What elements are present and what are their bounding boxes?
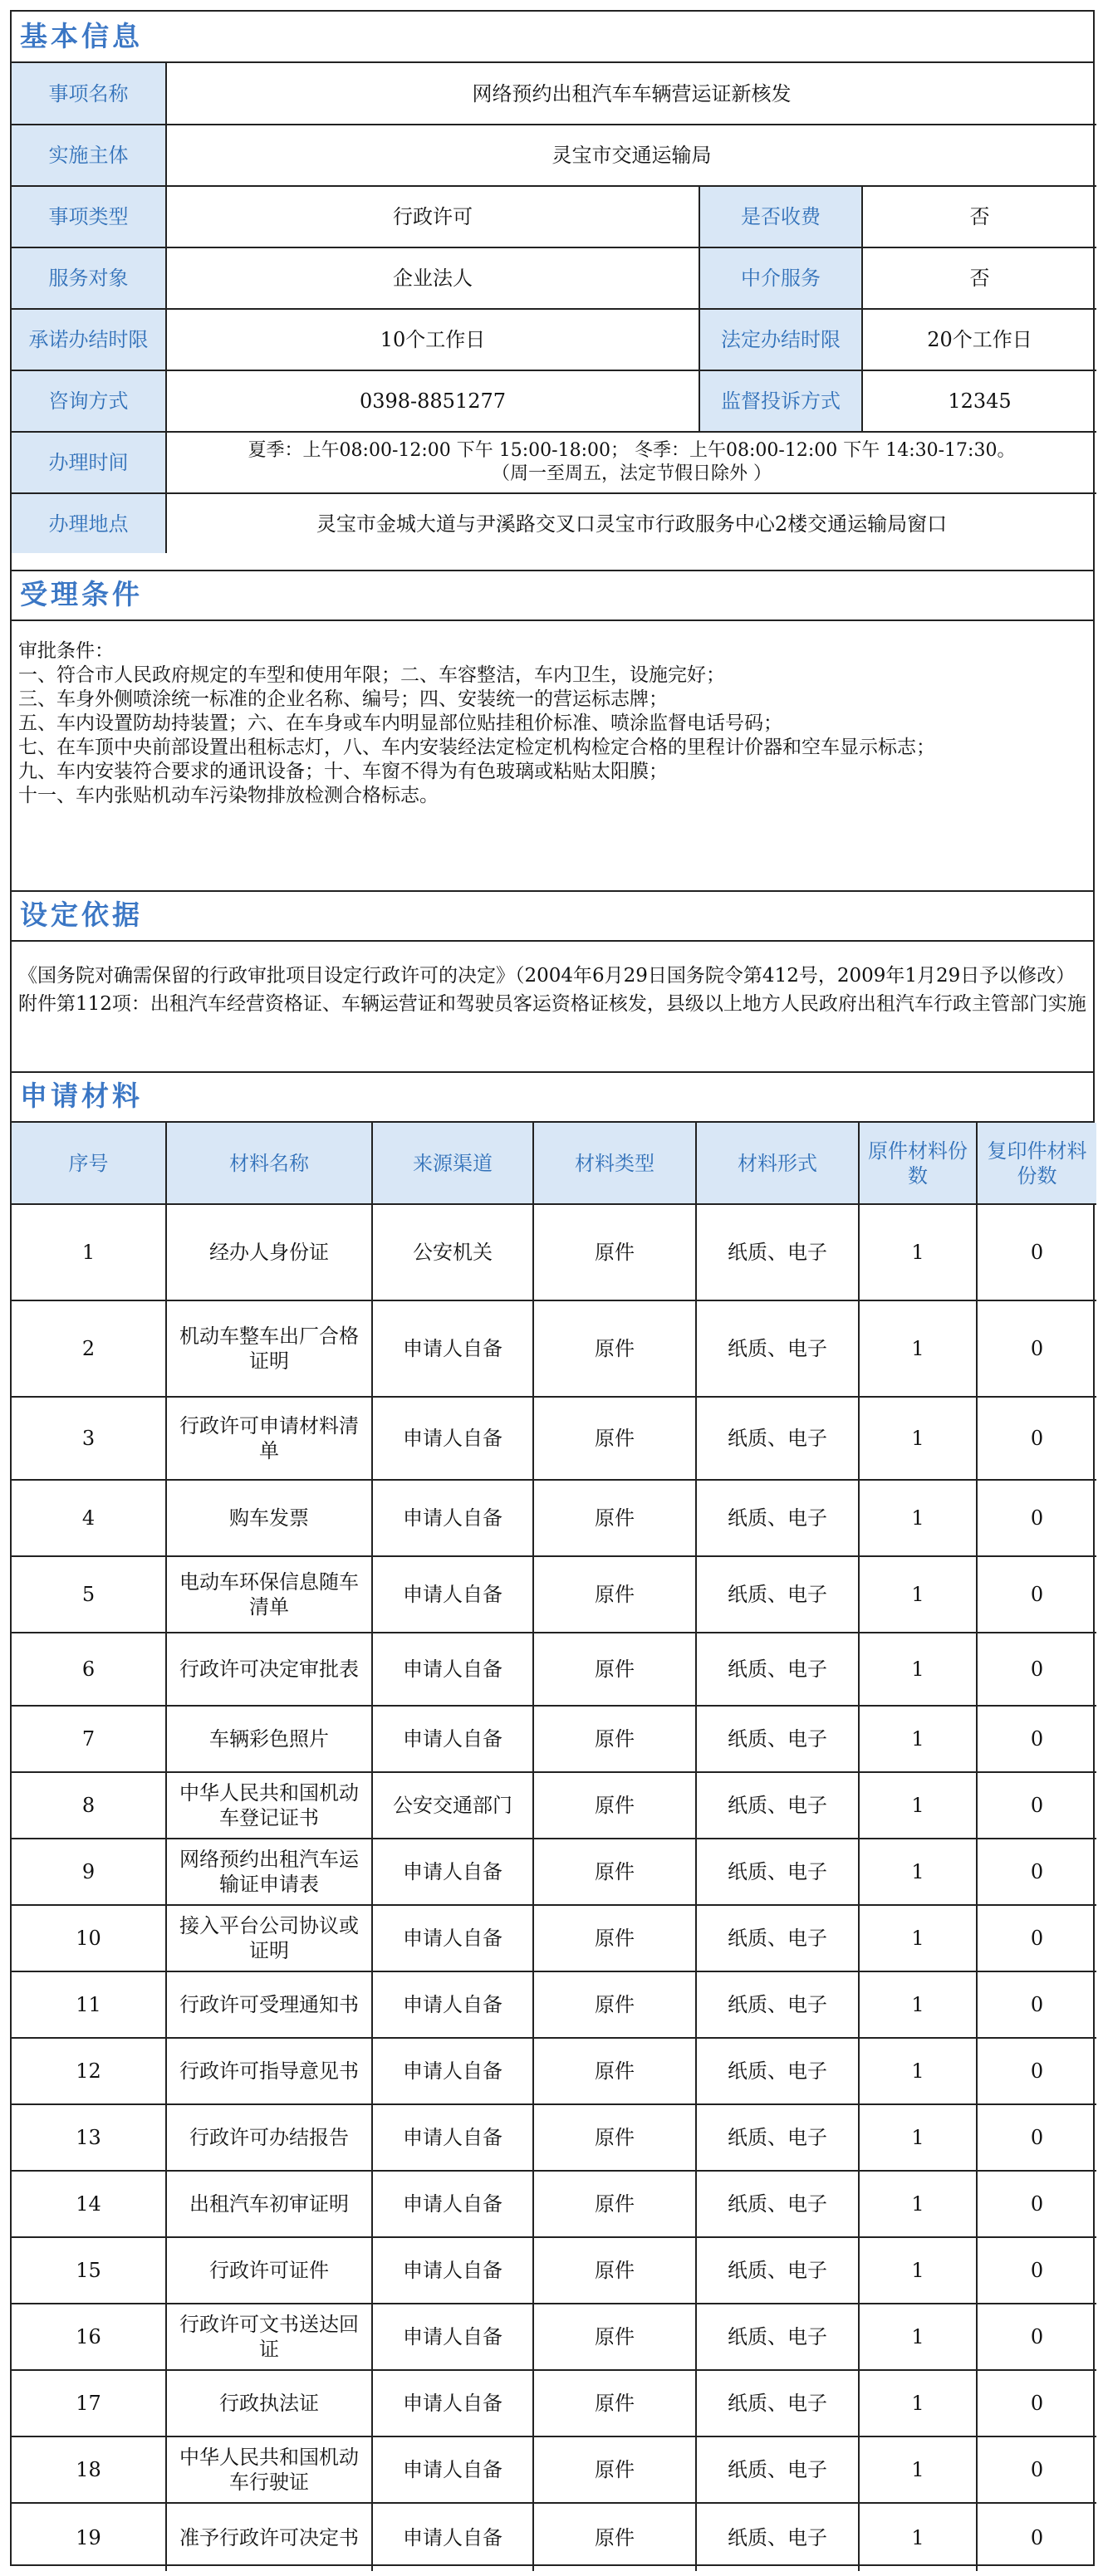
row-index: 19 bbox=[12, 2503, 166, 2571]
row-name: 行政执法证 bbox=[166, 2370, 372, 2436]
row-type: 原件 bbox=[533, 2503, 696, 2571]
type-label: 事项类型 bbox=[12, 186, 166, 247]
row-original-count: 1 bbox=[859, 2171, 977, 2237]
row-copy-count: 0 bbox=[977, 1300, 1096, 1397]
location-label: 办理地点 bbox=[12, 493, 166, 553]
header-col-type: 材料类型 bbox=[533, 1123, 696, 1204]
row-form: 纸质、电子 bbox=[696, 2104, 859, 2171]
agency-value: 否 bbox=[862, 247, 1096, 309]
row-name: 行政许可指导意见书 bbox=[166, 2038, 372, 2104]
row-source: 申请人自备 bbox=[372, 2104, 533, 2171]
row-type: 原件 bbox=[533, 1397, 696, 1480]
row-original-count: 1 bbox=[859, 1556, 977, 1633]
row-index: 11 bbox=[12, 1971, 166, 2038]
row-original-count: 1 bbox=[859, 1480, 977, 1556]
row-index: 18 bbox=[12, 2436, 166, 2503]
row-index: 15 bbox=[12, 2237, 166, 2304]
basis-section bbox=[10, 890, 1095, 1073]
row-original-count: 1 bbox=[859, 2370, 977, 2436]
row-index: 7 bbox=[12, 1706, 166, 1772]
row-source: 申请人自备 bbox=[372, 1971, 533, 2038]
basic-info-section bbox=[10, 10, 1095, 571]
row-original-count: 1 bbox=[859, 1633, 977, 1706]
row-index: 14 bbox=[12, 2171, 166, 2237]
table-row bbox=[12, 2104, 1096, 2171]
row-type: 原件 bbox=[533, 2038, 696, 2104]
row-copy-count: 0 bbox=[977, 1204, 1096, 1300]
row-copy-count: 0 bbox=[977, 2503, 1096, 2571]
hours-value bbox=[166, 432, 1096, 493]
complaint-value: 12345 bbox=[862, 370, 1096, 432]
row-form: 纸质、电子 bbox=[696, 1480, 859, 1556]
row-index: 1 bbox=[12, 1204, 166, 1300]
table-row bbox=[12, 1556, 1096, 1633]
basic-info-table bbox=[12, 63, 1096, 553]
location-value: 灵宝市金城大道与尹溪路交叉口灵宝市行政服务中心2楼交通运输局窗口 bbox=[166, 493, 1096, 553]
row-copy-count: 0 bbox=[977, 2370, 1096, 2436]
table-row bbox=[12, 2038, 1096, 2104]
row-index: 3 bbox=[12, 1397, 166, 1480]
row-copy-count: 0 bbox=[977, 1397, 1096, 1480]
table-row bbox=[12, 2171, 1096, 2237]
hours-line-1: 夏季：上午08:00-12:00 下午 15:00-18:00； 冬季：上午08:00-12:00 下午 14:30-17:30。 bbox=[248, 440, 1016, 461]
row-original-count: 1 bbox=[859, 1204, 977, 1300]
row-form: 纸质、电子 bbox=[696, 1772, 859, 1839]
row-name: 电动车环保信息随车清单 bbox=[166, 1556, 372, 1633]
row-name: 中华人民共和国机动车登记证书 bbox=[166, 1772, 372, 1839]
subject-value: 灵宝市交通运输局 bbox=[166, 125, 1096, 186]
row-index: 9 bbox=[12, 1839, 166, 1905]
row-type: 原件 bbox=[533, 1772, 696, 1839]
row-copy-count: 0 bbox=[977, 1971, 1096, 2038]
conditions-section bbox=[10, 570, 1095, 892]
row-index: 5 bbox=[12, 1556, 166, 1633]
row-form: 纸质、电子 bbox=[696, 2436, 859, 2503]
row-name: 行政许可申请材料清单 bbox=[166, 1397, 372, 1480]
materials-table bbox=[12, 1123, 1096, 2571]
row-source: 申请人自备 bbox=[372, 2370, 533, 2436]
type-value: 行政许可 bbox=[166, 186, 699, 247]
materials-section bbox=[10, 1071, 1095, 2566]
table-row bbox=[12, 2436, 1096, 2503]
table-row bbox=[12, 1706, 1096, 1772]
row-copy-count: 0 bbox=[977, 1772, 1096, 1839]
row-original-count: 1 bbox=[859, 1839, 977, 1905]
row-index: 17 bbox=[12, 2370, 166, 2436]
row-original-count: 1 bbox=[859, 2503, 977, 2571]
row-type: 原件 bbox=[533, 1905, 696, 1971]
legal-label: 法定办结时限 bbox=[699, 309, 862, 370]
table-row bbox=[12, 2503, 1096, 2571]
row-source: 申请人自备 bbox=[372, 2171, 533, 2237]
row-original-count: 1 bbox=[859, 1772, 977, 1839]
item-name-label: 事项名称 bbox=[12, 63, 166, 125]
row-index: 6 bbox=[12, 1633, 166, 1706]
row-form: 纸质、电子 bbox=[696, 1839, 859, 1905]
row-name: 出租汽车初审证明 bbox=[166, 2171, 372, 2237]
row-index: 4 bbox=[12, 1480, 166, 1556]
row-original-count: 1 bbox=[859, 2038, 977, 2104]
row-original-count: 1 bbox=[859, 2304, 977, 2370]
row-index: 8 bbox=[12, 1772, 166, 1839]
row-copy-count: 0 bbox=[977, 2237, 1096, 2304]
row-index: 12 bbox=[12, 2038, 166, 2104]
row-copy-count: 0 bbox=[977, 1839, 1096, 1905]
row-source: 申请人自备 bbox=[372, 1905, 533, 1971]
row-type: 原件 bbox=[533, 1204, 696, 1300]
row-type: 原件 bbox=[533, 1706, 696, 1772]
row-form: 纸质、电子 bbox=[696, 1706, 859, 1772]
table-row bbox=[12, 1839, 1096, 1905]
row-type: 原件 bbox=[533, 2171, 696, 2237]
header-col-form: 材料形式 bbox=[696, 1123, 859, 1204]
target-label: 服务对象 bbox=[12, 247, 166, 309]
row-copy-count: 0 bbox=[977, 2038, 1096, 2104]
row-name: 行政许可办结报告 bbox=[166, 2104, 372, 2171]
row-source: 申请人自备 bbox=[372, 1480, 533, 1556]
table-row bbox=[12, 1204, 1096, 1300]
row-name: 行政许可文书送达回证 bbox=[166, 2304, 372, 2370]
agency-label: 中介服务 bbox=[699, 247, 862, 309]
row-copy-count: 0 bbox=[977, 2104, 1096, 2171]
row-name: 购车发票 bbox=[166, 1480, 372, 1556]
legal-value: 20个工作日 bbox=[862, 309, 1096, 370]
fee-value: 否 bbox=[862, 186, 1096, 247]
basic-info-title: 基本信息 bbox=[12, 12, 1093, 63]
row-copy-count: 0 bbox=[977, 1633, 1096, 1706]
basis-title: 设定依据 bbox=[12, 890, 1093, 942]
row-form: 纸质、电子 bbox=[696, 2503, 859, 2571]
row-original-count: 1 bbox=[859, 2104, 977, 2171]
conditions-text: 审批条件： 一、符合市人民政府规定的车型和使用年限；二、车容整洁，车内卫生，设施完好； 三、车身外侧喷涂统一标准的企业名称、编号；四、安装统一的营运标志牌； 五、车内设置防劫持装置；六、在车身或车内明显部位贴挂租价标准、喷涂监督电话号码； 七、在车顶中央前部设置出租标志灯，八、车内安装经法定检定机构检定合格的里程计价器和空车显示标志； 九、车内安装符合要求的通讯设备；十、车窗不得为有色玻璃或粘贴太阳膜； 十一、车内张贴机动车污染物排放检测合格标志。 bbox=[18, 640, 935, 806]
row-copy-count: 0 bbox=[977, 2436, 1096, 2503]
row-name: 机动车整车出厂合格证明 bbox=[166, 1300, 372, 1397]
complaint-label: 监督投诉方式 bbox=[699, 370, 862, 432]
row-form: 纸质、电子 bbox=[696, 1905, 859, 1971]
row-source: 申请人自备 bbox=[372, 2237, 533, 2304]
row-index: 13 bbox=[12, 2104, 166, 2171]
materials-header-row bbox=[12, 1123, 1096, 1204]
row-source: 申请人自备 bbox=[372, 1839, 533, 1905]
row-type: 原件 bbox=[533, 2104, 696, 2171]
table-row bbox=[12, 1300, 1096, 1397]
hours-line-2: （周一至周五，法定节假日除外 ） bbox=[492, 463, 772, 484]
row-type: 原件 bbox=[533, 2370, 696, 2436]
row-form: 纸质、电子 bbox=[696, 1397, 859, 1480]
table-row bbox=[12, 1633, 1096, 1706]
row-form: 纸质、电子 bbox=[696, 2038, 859, 2104]
conditions-title: 受理条件 bbox=[12, 570, 1093, 621]
row-type: 原件 bbox=[533, 1300, 696, 1397]
header-col-copy-count: 复印件材料份数 bbox=[977, 1123, 1096, 1204]
row-original-count: 1 bbox=[859, 1905, 977, 1971]
row-source: 申请人自备 bbox=[372, 2503, 533, 2571]
row-source: 申请人自备 bbox=[372, 1706, 533, 1772]
row-name: 网络预约出租汽车运输证申请表 bbox=[166, 1839, 372, 1905]
row-copy-count: 0 bbox=[977, 1480, 1096, 1556]
table-row bbox=[12, 1397, 1096, 1480]
header-col-name: 材料名称 bbox=[166, 1123, 372, 1204]
row-source: 公安机关 bbox=[372, 1204, 533, 1300]
table-row bbox=[12, 2237, 1096, 2304]
table-row bbox=[12, 1971, 1096, 2038]
consult-label: 咨询方式 bbox=[12, 370, 166, 432]
row-original-count: 1 bbox=[859, 1300, 977, 1397]
table-row bbox=[12, 1480, 1096, 1556]
row-name: 中华人民共和国机动车行驶证 bbox=[166, 2436, 372, 2503]
table-row bbox=[12, 1772, 1096, 1839]
promise-label: 承诺办结时限 bbox=[12, 309, 166, 370]
consult-value: 0398-8851277 bbox=[166, 370, 699, 432]
basis-text: 《国务院对确需保留的行政审批项目设定行政许可的决定》（2004年6月29日国务院令第412号，2009年1月29日予以修改）附件第112项：出租汽车经营资格证、车辆运营证和驾驶员客运资格证核发，县级以上地方人民政府出租汽车行政主管部门实施 bbox=[18, 965, 1086, 1015]
subject-label: 实施主体 bbox=[12, 125, 166, 186]
row-form: 纸质、电子 bbox=[696, 2237, 859, 2304]
row-copy-count: 0 bbox=[977, 1706, 1096, 1772]
row-source: 申请人自备 bbox=[372, 2304, 533, 2370]
row-original-count: 1 bbox=[859, 1971, 977, 2038]
row-type: 原件 bbox=[533, 1839, 696, 1905]
table-row bbox=[12, 2304, 1096, 2370]
row-source: 公安交通部门 bbox=[372, 1772, 533, 1839]
row-form: 纸质、电子 bbox=[696, 1971, 859, 2038]
row-index: 2 bbox=[12, 1300, 166, 1397]
table-row bbox=[12, 1905, 1096, 1971]
row-copy-count: 0 bbox=[977, 2171, 1096, 2237]
row-original-count: 1 bbox=[859, 2436, 977, 2503]
row-source: 申请人自备 bbox=[372, 2038, 533, 2104]
header-col-source: 来源渠道 bbox=[372, 1123, 533, 1204]
row-source: 申请人自备 bbox=[372, 1300, 533, 1397]
row-source: 申请人自备 bbox=[372, 2436, 533, 2503]
row-index: 16 bbox=[12, 2304, 166, 2370]
row-copy-count: 0 bbox=[977, 1556, 1096, 1633]
row-type: 原件 bbox=[533, 2237, 696, 2304]
row-type: 原件 bbox=[533, 1480, 696, 1556]
row-source: 申请人自备 bbox=[372, 1556, 533, 1633]
row-name: 经办人身份证 bbox=[166, 1204, 372, 1300]
row-name: 行政许可受理通知书 bbox=[166, 1971, 372, 2038]
promise-value: 10个工作日 bbox=[166, 309, 699, 370]
row-name: 接入平台公司协议或证明 bbox=[166, 1905, 372, 1971]
row-name: 车辆彩色照片 bbox=[166, 1706, 372, 1772]
row-source: 申请人自备 bbox=[372, 1397, 533, 1480]
row-name: 准予行政许可决定书 bbox=[166, 2503, 372, 2571]
row-type: 原件 bbox=[533, 2304, 696, 2370]
row-form: 纸质、电子 bbox=[696, 2304, 859, 2370]
materials-title: 申请材料 bbox=[12, 1071, 1093, 1123]
row-original-count: 1 bbox=[859, 1397, 977, 1480]
row-form: 纸质、电子 bbox=[696, 1556, 859, 1633]
row-form: 纸质、电子 bbox=[696, 1300, 859, 1397]
row-original-count: 1 bbox=[859, 1706, 977, 1772]
row-type: 原件 bbox=[533, 2436, 696, 2503]
row-source: 申请人自备 bbox=[372, 1633, 533, 1706]
row-copy-count: 0 bbox=[977, 1905, 1096, 1971]
row-form: 纸质、电子 bbox=[696, 2171, 859, 2237]
item-name-value: 网络预约出租汽车车辆营运证新核发 bbox=[166, 63, 1096, 125]
row-type: 原件 bbox=[533, 1633, 696, 1706]
row-type: 原件 bbox=[533, 1556, 696, 1633]
header-col-index: 序号 bbox=[12, 1123, 166, 1204]
target-value: 企业法人 bbox=[166, 247, 699, 309]
row-index: 10 bbox=[12, 1905, 166, 1971]
row-name: 行政许可证件 bbox=[166, 2237, 372, 2304]
row-form: 纸质、电子 bbox=[696, 1204, 859, 1300]
row-copy-count: 0 bbox=[977, 2304, 1096, 2370]
row-type: 原件 bbox=[533, 1971, 696, 2038]
row-form: 纸质、电子 bbox=[696, 2370, 859, 2436]
fee-label: 是否收费 bbox=[699, 186, 862, 247]
row-form: 纸质、电子 bbox=[696, 1633, 859, 1706]
header-col-original-count: 原件材料份数 bbox=[859, 1123, 977, 1204]
hours-label: 办理时间 bbox=[12, 432, 166, 493]
table-row bbox=[12, 2370, 1096, 2436]
row-original-count: 1 bbox=[859, 2237, 977, 2304]
row-name: 行政许可决定审批表 bbox=[166, 1633, 372, 1706]
